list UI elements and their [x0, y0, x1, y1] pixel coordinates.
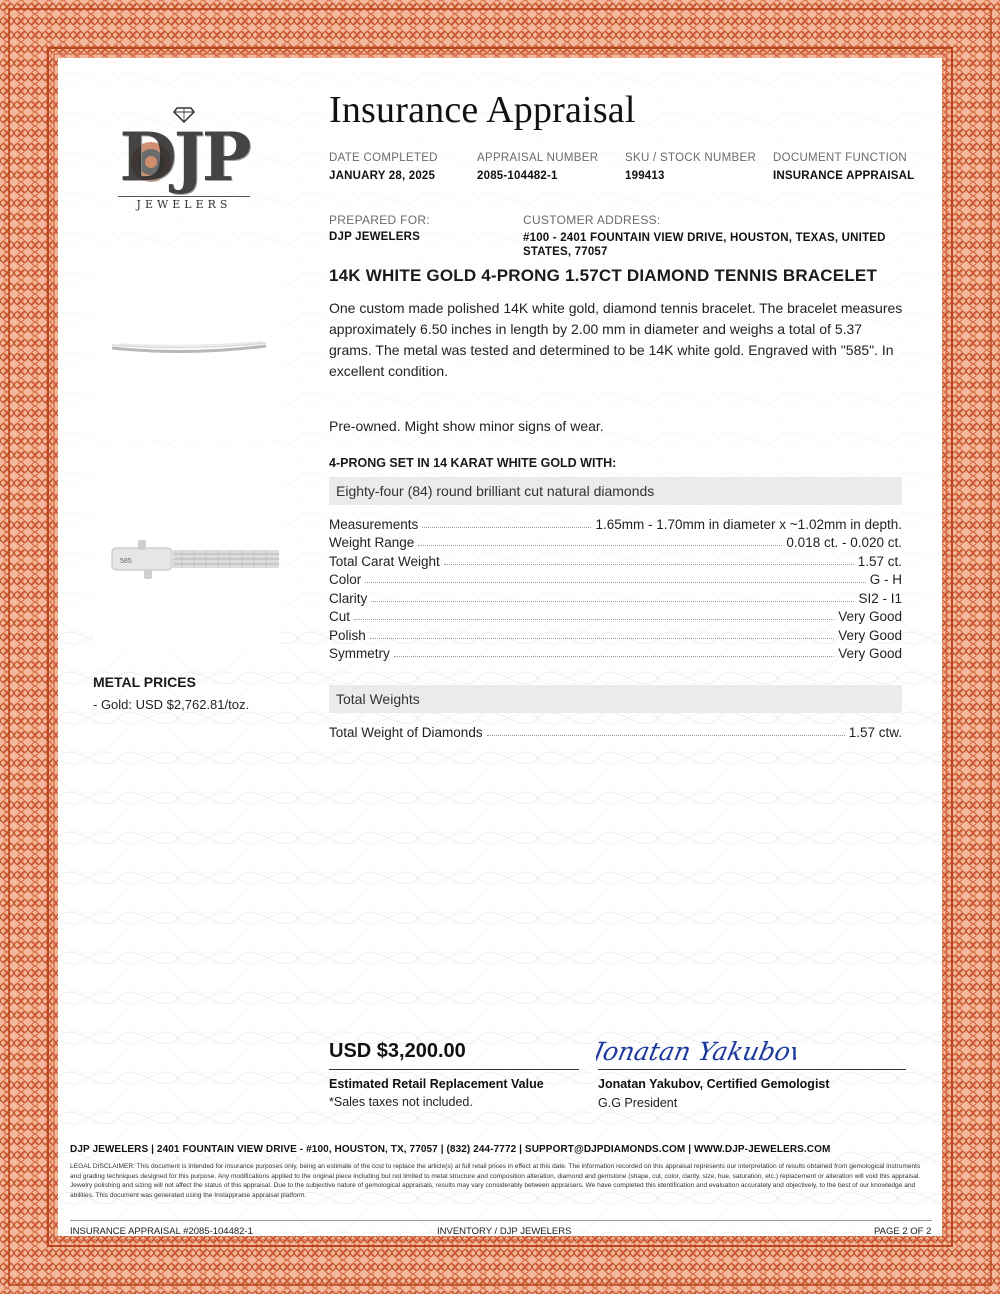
- footer-page-number: PAGE 2 OF 2: [874, 1226, 932, 1237]
- spec-label: Weight Range: [329, 535, 415, 550]
- stones-description: Eighty-four (84) round brilliant cut natural diamonds: [336, 483, 655, 499]
- footer-rule: [70, 1220, 932, 1221]
- total-row: [329, 722, 902, 740]
- spec-label: Color: [329, 572, 362, 587]
- total-value: 1.57 ctw.: [848, 725, 902, 740]
- spec-row: [329, 606, 902, 624]
- spec-row: [329, 532, 902, 550]
- footer-appraisal-id: INSURANCE APPRAISAL #2085-104482-1: [70, 1226, 253, 1237]
- signature-image: [596, 1030, 796, 1070]
- djp-logo: [104, 100, 264, 212]
- spec-value: G - H: [869, 572, 902, 587]
- spec-label: Total Carat Weight: [329, 554, 440, 569]
- spec-value: Very Good: [838, 609, 902, 624]
- meta-value-appraisal-number: 2085-104482-1: [477, 170, 558, 182]
- totals-bar: [329, 685, 902, 713]
- footer-contact: DJP JEWELERS | 2401 FOUNTAIN VIEW DRIVE - #100, HOUSTON, TX, 77057 | (832) 244-7772 | SUPPORT@DJPDIAMONDS.COM | WWW.DJP-JEWELERS.COM: [70, 1144, 831, 1155]
- signer-name: Jonatan Yakubov, Certified Gemologist: [598, 1077, 830, 1091]
- prepared-for-value: DJP JEWELERS: [329, 231, 421, 243]
- spec-row: [329, 569, 902, 587]
- meta-value-date: JANUARY 28, 2025: [329, 170, 436, 182]
- bracelet-image: [94, 252, 279, 440]
- valuation-price: USD $3,200.00: [329, 1040, 466, 1062]
- setting-heading: 4-PRONG SET IN 14 KARAT WHITE GOLD WITH:: [329, 456, 617, 470]
- meta-value-sku: 199413: [625, 170, 665, 182]
- bracelet-photo-full: [94, 252, 279, 440]
- total-label: Total Weight of Diamonds: [329, 725, 483, 740]
- meta-value-function: INSURANCE APPRAISAL: [773, 170, 915, 182]
- meta-label-appraisal-number: APPRAISAL NUMBER: [477, 152, 599, 164]
- spec-row: [329, 551, 902, 569]
- signer-title: G.G President: [598, 1096, 678, 1110]
- spec-label: Clarity: [329, 591, 368, 606]
- customer-address-label: CUSTOMER ADDRESS:: [523, 213, 661, 227]
- spec-label: Cut: [329, 609, 351, 624]
- spec-label: Polish: [329, 628, 366, 643]
- legal-disclaimer: LEGAL DISCLAIMER: This document is intended for insurance purposes only, being an estimate of the cost to replace the article(s) at full retail prices in effect at this date. The information recorded on this appraisal represents our interpretation of results obtained from gemological instruments and grading techniques designed for this purpose. Any modifications applied to the original piece including but not limited to metal structure and composition alteration, diamond and gemstone (shape, cut, color, clarity, size, hue, saturation, etc.) replacement or alteration will void this appraisal. Jewelry polishing and sizing will not affect the status of this appraisal. Due to the subjective nature of gemological appraisals, results may vary considerably between appraisers. We have completed this identification and evaluation accurately and objectively, to the best of our knowledge and abilities. This document was generated using the Instappraise appraisal platform.: [70, 1163, 921, 1199]
- spec-value: SI2 - I1: [858, 591, 902, 606]
- spec-value: Very Good: [838, 646, 902, 661]
- page-title: Insurance Appraisal: [329, 89, 636, 131]
- spec-value: 1.57 ct.: [857, 554, 902, 569]
- spec-row: [329, 625, 902, 643]
- spec-value: Very Good: [838, 628, 902, 643]
- spec-label: Symmetry: [329, 646, 390, 661]
- spec-row: [329, 514, 902, 532]
- customer-address-value: #100 - 2401 FOUNTAIN VIEW DRIVE, HOUSTON, TEXAS, UNITED STATES, 77057: [523, 232, 886, 258]
- totals-heading: Total Weights: [336, 691, 420, 707]
- logo-brand: DJP: [119, 118, 249, 196]
- signature-text: Jonatan Yakubov: [596, 1037, 796, 1066]
- clasp-image: [94, 462, 279, 650]
- spec-label: Measurements: [329, 517, 419, 532]
- item-title: 14K WHITE GOLD 4-PRONG 1.57CT DIAMOND TENNIS BRACELET: [329, 266, 878, 285]
- footer-inventory: INVENTORY / DJP JEWELERS: [437, 1226, 572, 1237]
- signature-rule: [598, 1069, 906, 1070]
- valuation-note: *Sales taxes not included.: [329, 1095, 473, 1109]
- item-description: One custom made polished 14K white gold, diamond tennis bracelet. The bracelet measures approximately 6.50 inches in length by 2.00 mm in diameter and weighs a total of 5.37 grams. The metal was tested and determined to be 14K white gold. Engraved with "585". In excellent condition.: [329, 300, 903, 379]
- spec-value: 0.018 ct. - 0.020 ct.: [786, 535, 902, 550]
- valuation-label: Estimated Retail Replacement Value: [329, 1077, 544, 1091]
- item-condition: Pre-owned. Might show minor signs of wear.: [329, 418, 604, 434]
- price-rule: [329, 1069, 579, 1070]
- engraving-mark: 585: [120, 558, 132, 565]
- bracelet-photo-clasp: [94, 462, 279, 650]
- metal-prices-heading: METAL PRICES: [93, 674, 196, 690]
- spec-row: [329, 643, 902, 661]
- meta-label-function: DOCUMENT FUNCTION: [773, 152, 907, 164]
- metal-prices-gold: - Gold: USD $2,762.81/toz.: [93, 697, 250, 712]
- meta-label-sku: SKU / STOCK NUMBER: [625, 152, 757, 164]
- stones-bar: [329, 477, 902, 505]
- prepared-for-label: PREPARED FOR:: [329, 213, 431, 227]
- meta-label-date: DATE COMPLETED: [329, 152, 438, 164]
- logo-subtitle: JEWELERS: [118, 196, 250, 211]
- spec-row: [329, 588, 902, 606]
- spec-value: 1.65mm - 1.70mm in diameter x ~1.02mm in depth.: [595, 517, 902, 532]
